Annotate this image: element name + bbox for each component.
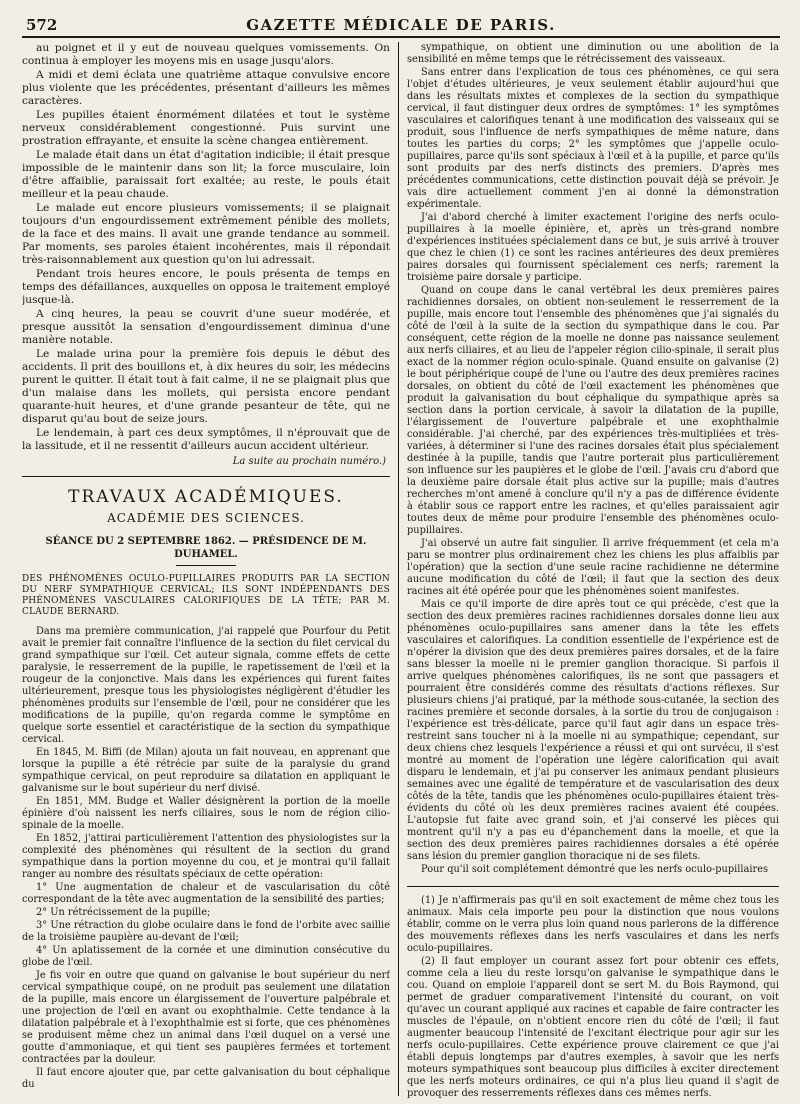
paragraph: A midi et demi éclata une quatrième attaque convulsive encore plus violente que les précédentes, présentant d'ailleurs les mêmes caractères. [22, 69, 390, 107]
paragraph: Dans ma première communication, j'ai rappelé que Pourfour du Petit avait le premier fait connaître l'influence de la section du filet cervical du grand sympathique sur l'œil. Cet auteur signala, comme effets de cette paralysie, le resserrement de la pupille, le rapetissement de l'œil et la rougeur de la conjonctive. Mais dans les expériences qui furent faites ultérieurement, presque tous les physiologistes négligèrent d'étudier les phénomènes produits sur l'ensemble de l'œil, pour ne considérer que les modifications de la pupille, qu'on regarda comme le symptôme en quelque sorte essentiel et caractéristique de la section du sympathique cervical. [22, 626, 390, 745]
paragraph: Quand on coupe dans le canal vertébral les deux premières paires rachidiennes dorsales, on obtient non-seulement le resserrement de la pupille, mais encore tout l'ensemble des phénomènes que j'ai signalés du côté de l'œil à la suite de la section du sympathique dans le cou. Par conséquent, cette région de la moelle ne donne pas naissance seulement aux nerfs ciliaires, et au lieu de l'appeler région cilio-spinale, il serait plus exact de la nommer région oculo-spinale. Quand ensuite on galvanise (2) le bout périphérique coupé de l'une ou l'autre des deux premières racines dorsales, on obtient du côté de l'œil exactement les phénomènes que produit la galvanisation du bout céphalique du sympathique après sa section dans la portion cervicale, à savoir la dilatation de la pupille, l'élargissement de l'ouverture palpébrale et une exophthalmie considérable. J'ai cherché, par des expériences très-multipliées et très-variées, à déterminer si l'une des racines dorsales était plus spécialement destinée à la pupille, tandis que l'autre porterait plus particulièrement son influence sur les paupières et le globe de l'œil. J'avais cru d'abord que la deuxième paire dorsale était plus active sur la pupille; mais d'autres recherches m'ont amené à conclure qu'il n'y a pas de différence évidente à établir sous ce rapport entre les racines, et qu'elles paraissaient agir toutes deux de même pour produire l'ensemble des phénomènes oculo-pupillaires. [407, 285, 779, 536]
paragraph: Pour qu'il soit complétement démontré que les nerfs oculo-pupillaires [421, 864, 769, 875]
right-column [407, 42, 779, 1098]
paragraph: au poignet et il y eut de nouveau quelques vomissements. On continua à employer les moyens mis en usage jusqu'alors. [22, 42, 390, 67]
footnote: (1) Je n'affirmerais pas qu'il en soit exactement de même chez tous les animaux. Mais cela importe peu pour la distinction que nous voulons établir, comme on le verra plus loin quand nous parlerons de la différence des mouvements réflexes dans les nerfs vasculaires et dans les nerfs oculo-pupillaires. [407, 895, 779, 954]
section-title: TRAVAUX ACADÉMIQUES. [68, 487, 344, 507]
paragraph: En 1851, MM. Budge et Waller désignèrent la portion de la moelle épinière d'où naissent les nerfs ciliaires, sous le nom de région cilio-spinale de la moelle. [22, 796, 390, 831]
list-item: 4° Un aplatissement de la cornée et une diminution consécutive du globe de l'œil. [22, 945, 390, 968]
paragraph: Les pupilles étaient énormément dilatées et tout le système nerveux considérablement congestionné. Puis survint une prostration effrayante, et ensuite la scène changea entièrement. [22, 109, 390, 147]
page-header [22, 14, 780, 38]
paragraph: Le lendemain, à part ces deux symptômes, il n'éprouvait que de la lassitude, et il ne ressentit d'ailleurs aucun accident ultérieur. [22, 427, 390, 452]
paragraph: Pendant trois heures encore, le pouls présenta de temps en temps des défaillances, auxquelles on opposa le traitement employé jusque-là. [22, 268, 390, 306]
paragraph: J'ai d'abord cherché à limiter exactement l'origine des nerfs oculo-pupillaires à la moelle épinière, et, après un très-grand nombre d'expériences instituées spécialement dans ce but, je suis arrivé à trouver que chez le chien (1) ce sont les racines antérieures des deux premières paires dorsales qui fournissent spécialement ces nerfs; rarement la troisième paire dorsale y participe. [407, 212, 779, 283]
section-subtitle: ACADÉMIE DES SCIENCES. [107, 511, 305, 525]
list-item: 2° Un rétrécissement de la pupille; [36, 907, 211, 918]
paragraph: En 1852, j'attirai particulièrement l'attention des physiologistes sur la complexité des phénomènes qui résultent de la section du grand sympathique dans la portion moyenne du cou, et je montrai qu'il fallait ranger au nombre des résultats spéciaux de cette opération: [22, 833, 390, 880]
journal-title: GAZETTE MÉDICALE DE PARIS. [246, 16, 556, 34]
paragraph: A cinq heures, la peau se couvrit d'une sueur modérée, et presque aussitôt la sensation d'engourdissement diminua d'une manière notable. [22, 308, 390, 346]
session-heading: SÉANCE DU 2 SEPTEMBRE 1862. — PRÉSIDENCE DE M. DUHAMEL. [45, 536, 367, 560]
paragraph: Le malade était dans un état d'agitation indicible; il était presque impossible de le maintenir dans son lit; la force musculaire, loin d'être affaiblie, paraissait fort exaltée; au reste, le pouls était meilleur et la peau chaude. [22, 149, 390, 200]
paragraph: Je fis voir en outre que quand on galvanise le bout supérieur du nerf cervical sympathique coupé, on ne produit pas seulement une dilatation de la pupille, mais encore un élargissement de l'ouverture palpébrale et une projection de l'œil en avant ou exophthalmie. Cette tendance à la dilatation palpébrale et à l'exophthalmie est si forte, que ces phénomènes se produisent même chez un animal dans l'œil duquel on a versé une goutte d'ammoniaque, et qui tient ses paupières fermées et tortement contractées par la douleur. [22, 970, 390, 1065]
paragraph: J'ai observé un autre fait singulier. Il arrive fréquemment (et cela m'a paru se montrer plus ordinairement chez les chiens les plus affaiblis par l'opération) que la section d'une seule racine rachidienne ne détermine aucune modification du côté de l'œil; il faut que la section des deux racines ait été opérée pour que les phénomènes soient manifestes. [407, 538, 779, 597]
footnotes-divider [407, 886, 779, 887]
paragraph: En 1845, M. Biffi (de Milan) ajouta un fait nouveau, en apprenant que lorsque la pupille a été rétrécie par suite de la paralysie du grand sympathique cervical, on peut reproduire sa dilatation en appliquant le galvanisme sur le bout supérieur du nerf divisé. [22, 747, 390, 794]
list-item: 3° Une rétraction du globe oculaire dans le fond de l'orbite avec saillie de la troisième paupière au-devant de l'œil; [22, 920, 390, 943]
session-rule [176, 565, 236, 566]
continuation-note: La suite au prochain numéro.) [232, 456, 386, 467]
page-number: 572 [26, 16, 58, 34]
paragraph: Sans entrer dans l'explication de tous ces phénomènes, ce qui sera l'objet d'études ultérieures, je veux seulement établir aujourd'hui que dans les résultats mixtes et complexes de la section du sympathique cervical, il faut distinguer deux ordres de symptômes: 1° les symptômes vasculaires et calorifiques tenant à une modification des vaisseaux qui se produit, sous l'influence de nerfs sympathiques de même nature, dans toutes les parties du corps; 2° les symptômes que j'appelle oculo-pupillaires, parce qu'ils sont spéciaux à l'œil et à la pupille, et parce qu'ils sont produits par des nerfs distincts des premiers. D'après mes précédentes communications, cette distinction pouvait déjà se prévoir. Je vais dire actuellement comment j'en ai donné la démonstration expérimentale. [407, 67, 779, 210]
article-title: DES PHÉNOMÈNES OCULO-PUPILLAIRES PRODUITS PAR LA SECTION DU NERF SYMPATHIQUE CERVICAL; ILS SONT INDÉPENDANTS DES PHÉNOMÈNES VASCULAIRES CALORIFIQUES DE LA TÊTE; PAR M. CLAUDE BERNARD. [22, 574, 390, 617]
paragraph: Mais ce qu'il importe de dire après tout ce qui précède, c'est que la section des deux premières racines rachidiennes dorsales donne lieu aux phénomènes oculo-pupillaires sans amener dans la tête les effets vasculaires et calorifiques. La condition essentielle de l'expérience est de n'opérer la division que des deux premières paires dorsales, et de la faire sans blesser la moelle ni le premier ganglion thoracique. Si parfois il arrive quelques phénomènes calorifiques, ils ne sont que passagers et pourraient être considérés comme des résultats d'actions réflexes. Sur plusieurs chiens j'ai pratiqué, par la méthode sous-cutanée, la section des racines première et seconde dorsales, à la sortie du trou de conjugaison : l'expérience est très-délicate, parce qu'il faut agir dans un espace très-restreint sans toucher ni à la moelle ni au sympathique; cependant, sur deux chiens chez lesquels l'expérience a réussi et qui ont survécu, il s'est montré au moment de l'opération une légère calorification qui avait disparu le lendemain, et j'ai pu conserver les animaux pendant plusieurs semaines avec une égalité de température et de vascularisation des deux côtés de la tête, tandis que les phénomènes oculo-pupillaires étaient très-évidents du côté où les deux premières racines avaient été coupées. L'autopsie fut faite avec grand soin, et j'ai conservé les pièces qui montrent qu'il n'y a pas eu d'épanchement dans la moelle, et que la section des deux premières paires rachidiennes dorsales a été opérée sans lésion du premier ganglion thoracique ni de ses filets. [407, 599, 779, 862]
article-body [22, 626, 390, 1091]
column-divider [398, 42, 399, 1096]
paragraph: Le malade eut encore plusieurs vomissements; il se plaignait toujours d'un engourdissement extrêmement pénible des mollets, de la face et des mains. Il avait une grande tendance au sommeil. Par moments, ses paroles étaient incohérentes, mais il répondait très-raisonnablement aux question qu'on lui adressait. [22, 202, 390, 266]
left-column [22, 42, 390, 1098]
paragraph: Le malade urina pour la première fois depuis le début des accidents. Il prit des bouillons et, à dix heures du soir, les médecins purent le quitter. Il était tout à fait calme, il ne se plaignait plus que d'un malaise dans les mollets, qui persista encore pendant quarante-huit heures, et d'une grande pesanteur de tête, qui ne disparut qu'au bout de seize jours. [22, 348, 390, 425]
footnote: (2) Il faut employer un courant assez fort pour obtenir ces effets, comme cela a lieu du reste lorsqu'on galvanise le sympathique dans le cou. Quand on emploie l'appareil dont se sert M. du Bois Raymond, qui permet de graduer comparativement l'intensité du courant, on voit qu'avec un courant appliqué aux racines et capable de faire contracter les muscles de l'épaule, on n'obtient encore rien du côté de l'œil; il faut augmenter beaucoup l'intensité de l'excitant électrique pour agir sur les nerfs oculo-pupillaires. Cette expérience prouve clairement ce que j'ai établi depuis longtemps par d'autres exemples, à savoir que les nerfs moteurs sympathiques sont beaucoup plus difficiles à exciter directement que les nerfs moteurs ordinaires, ce qui n'a plus lieu quand il s'agit de provoquer des resserrements réflexes dans ces mêmes nerfs. [407, 956, 779, 1098]
section-divider [22, 476, 390, 477]
list-item: 1° Une augmentation de chaleur et de vascularisation du côté correspondant de la tête avec augmentation de la sensibilité des parties; [22, 882, 390, 905]
paragraph: sympathique, on obtient une diminution ou une abolition de la sensibilité en même temps que le rétrécissement des vaisseaux. [407, 42, 779, 65]
paragraph: Il faut encore ajouter que, par cette galvanisation du bout céphalique du [22, 1067, 390, 1090]
